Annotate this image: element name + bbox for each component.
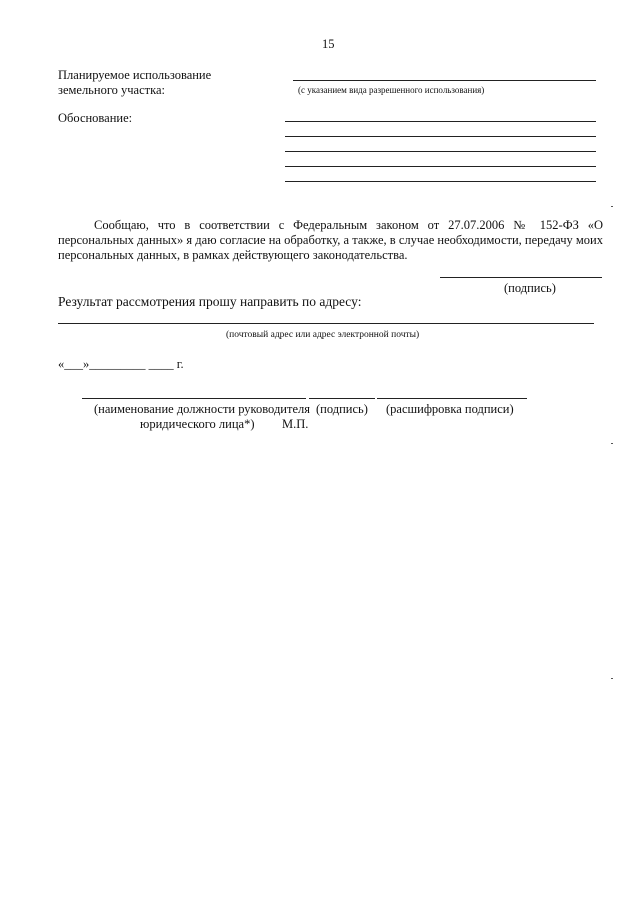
justification-line-1[interactable] xyxy=(285,121,596,122)
date-line[interactable]: «___»_________ ____ г. xyxy=(58,357,184,371)
position-line[interactable] xyxy=(82,398,306,399)
address-hint: (почтовый адрес или адрес электронной почты) xyxy=(226,330,420,340)
signature-line[interactable] xyxy=(440,277,602,278)
consent-text: Сообщаю, что в соответствии с Федеральным законом от 27.07.2006 № 152-ФЗ «О персональных данных» я даю согласие на обработку, а также, в случае необходимости, передачу моих персональных данных, в рамках действующего законодательства. xyxy=(58,218,603,262)
justification-line-5[interactable] xyxy=(285,181,596,182)
signature-caption: (подпись) xyxy=(504,281,556,295)
bottom-signature-caption: (подпись) xyxy=(316,402,368,416)
bottom-signature-line[interactable] xyxy=(309,398,375,399)
justification-line-3[interactable] xyxy=(285,151,596,152)
margin-mark xyxy=(611,206,613,207)
justification-label: Обоснование: xyxy=(58,111,133,125)
consent-paragraph xyxy=(58,218,603,263)
justification-line-2[interactable] xyxy=(285,136,596,137)
land-use-label-line2: земельного участка: xyxy=(58,83,166,97)
decryption-line[interactable] xyxy=(377,398,527,399)
stamp-caption: М.П. xyxy=(282,417,309,431)
justification-line-4[interactable] xyxy=(285,166,596,167)
decryption-caption: (расшифровка подписи) xyxy=(386,402,514,416)
land-use-label-line1: Планируемое использование xyxy=(58,68,212,82)
land-use-input-line[interactable] xyxy=(293,80,596,81)
position-caption-line1: (наименование должности руководителя xyxy=(94,402,310,416)
margin-mark xyxy=(611,443,613,444)
position-caption-line2: юридического лица*) xyxy=(140,417,255,431)
address-line[interactable] xyxy=(58,323,594,324)
margin-mark xyxy=(611,678,613,679)
result-label: Результат рассмотрения прошу направить по адресу: xyxy=(58,294,362,309)
land-use-hint: (с указанием вида разрешенного использования) xyxy=(298,85,485,95)
page-number: 15 xyxy=(322,37,335,51)
